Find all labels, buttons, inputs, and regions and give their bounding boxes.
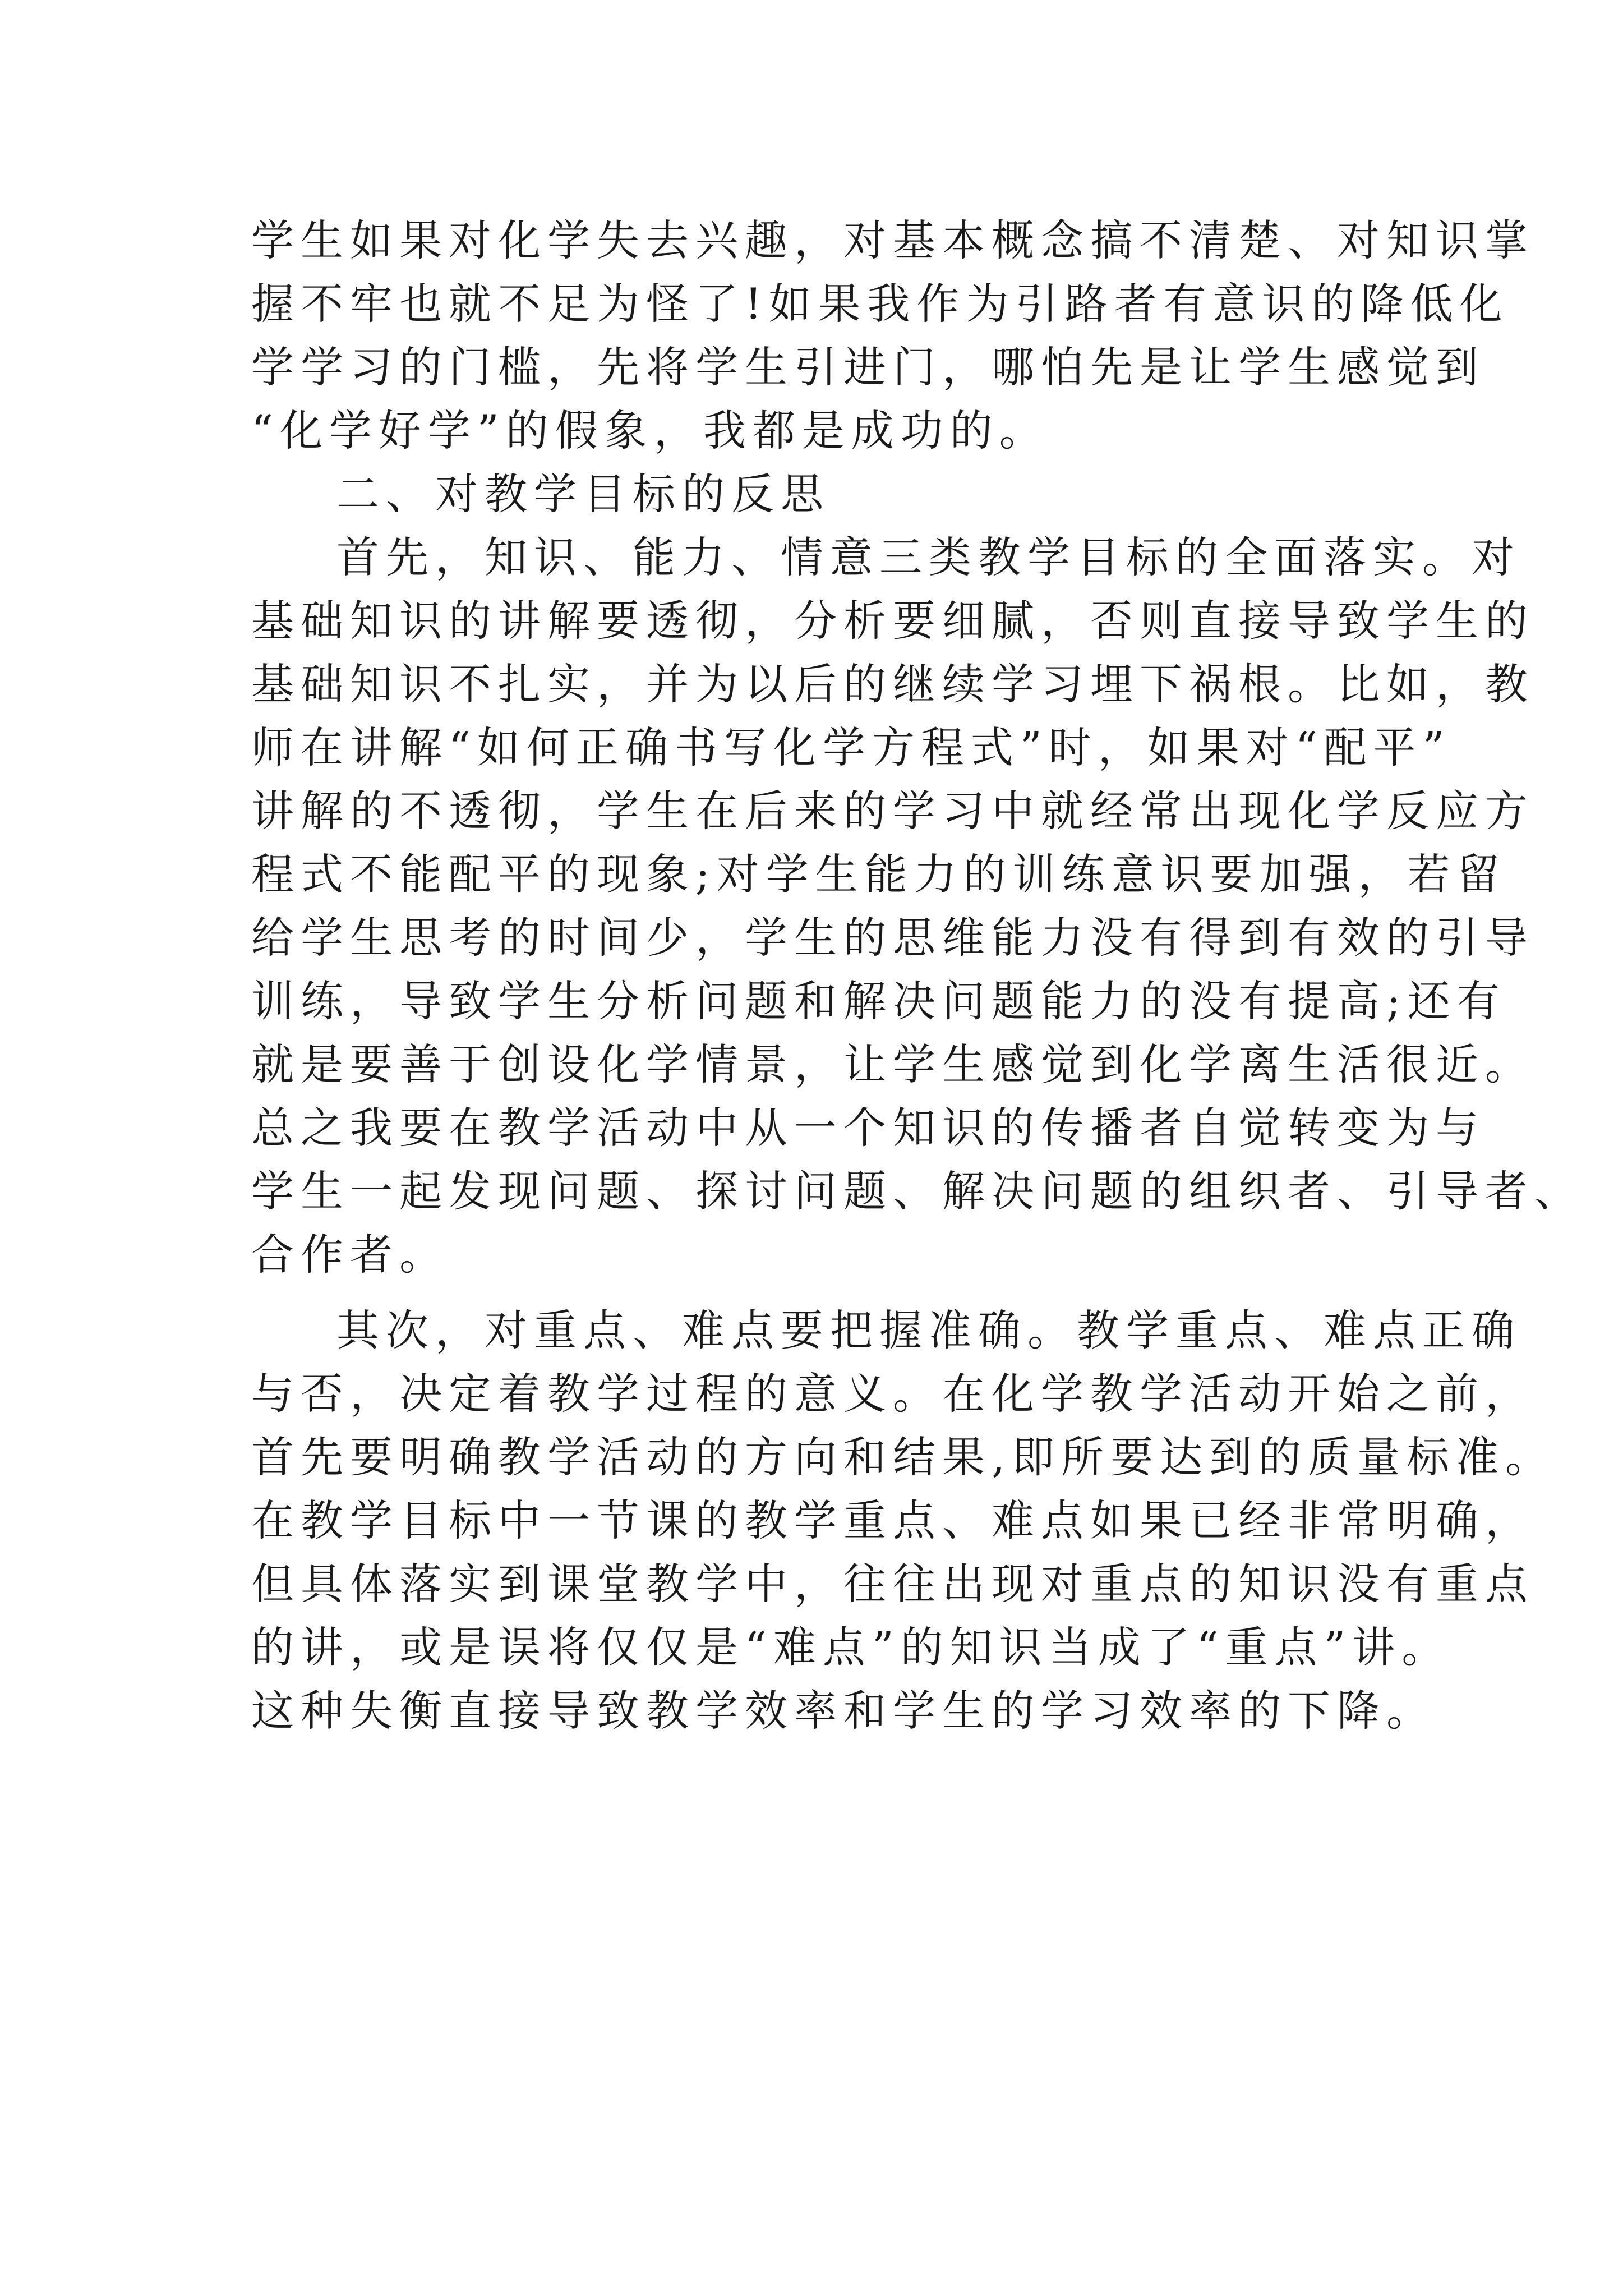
text-line: 与否，决定着教学过程的意义。在化学教学活动开始之前， [251, 1369, 1534, 1419]
text-line: 程式不能配平的现象;对学生能力的训练意识要加强，若留 [251, 849, 1506, 899]
text-line: 讲解的不透彻，学生在后来的学习中就经常出现化学反应方 [251, 786, 1534, 836]
text-line: 合作者。 [251, 1230, 449, 1280]
text-line: 学生如果对化学失去兴趣，对基本概念搞不清楚、对知识掌 [251, 215, 1534, 265]
paragraph-intro-continued [251, 209, 1534, 462]
paragraph-first-goals [251, 526, 1584, 1286]
text-line: 基础知识不扎实，并为以后的继续学习埋下祸根。比如，教 [251, 659, 1534, 709]
text-line: 学生一起发现问题、探讨问题、解决问题的组织者、引导者、 [251, 1166, 1584, 1216]
text-line: 首先，知识、能力、情意三类教学目标的全面落实。对 [336, 532, 1521, 582]
paragraph-second-key-points [251, 1299, 1555, 1742]
text-line: 师在讲解“如何正确书写化学方程式”时，如果对“配平” [251, 723, 1451, 772]
section-heading: 二、对教学目标的反思 [336, 469, 830, 519]
text-line: 首先要明确教学活动的方向和结果,即所要达到的质量标准。 [251, 1432, 1555, 1482]
text-line: 基础知识的讲解要透彻，分析要细腻，否则直接导致学生的 [251, 596, 1534, 646]
text-line: 其次，对重点、难点要把握准确。教学重点、难点正确 [336, 1305, 1521, 1355]
section-heading-teaching-goals [251, 462, 1384, 526]
text-line: 的讲，或是误将仅仅是“难点”的知识当成了“重点”讲。 [251, 1622, 1451, 1672]
text-line: 给学生思考的时间少，学生的思维能力没有得到有效的引导 [251, 913, 1534, 963]
text-line: 训练，导致学生分析问题和解决问题能力的没有提高;还有 [251, 976, 1506, 1026]
text-line: 总之我要在教学活动中从一个知识的传播者自觉转变为与 [251, 1103, 1485, 1153]
paragraph-gap [251, 1286, 1384, 1299]
text-line: “化学好学”的假象，我都是成功的。 [251, 406, 1049, 455]
document-body [251, 209, 1584, 1742]
text-line: 在教学目标中一节课的教学重点、难点如果已经非常明确， [251, 1496, 1534, 1545]
text-line: 就是要善于创设化学情景，让学生感觉到化学离生活很近。 [251, 1039, 1534, 1089]
text-line: 这种失衡直接导致教学效率和学生的学习效率的下降。 [251, 1686, 1436, 1736]
text-line: 但具体落实到课堂教学中，往往出现对重点的知识没有重点 [251, 1559, 1534, 1609]
text-line: 握不牢也就不足为怪了!如果我作为引路者有意识的降低化 [251, 279, 1509, 329]
text-line: 学学习的门槛，先将学生引进门，哪怕先是让学生感觉到 [251, 342, 1485, 392]
